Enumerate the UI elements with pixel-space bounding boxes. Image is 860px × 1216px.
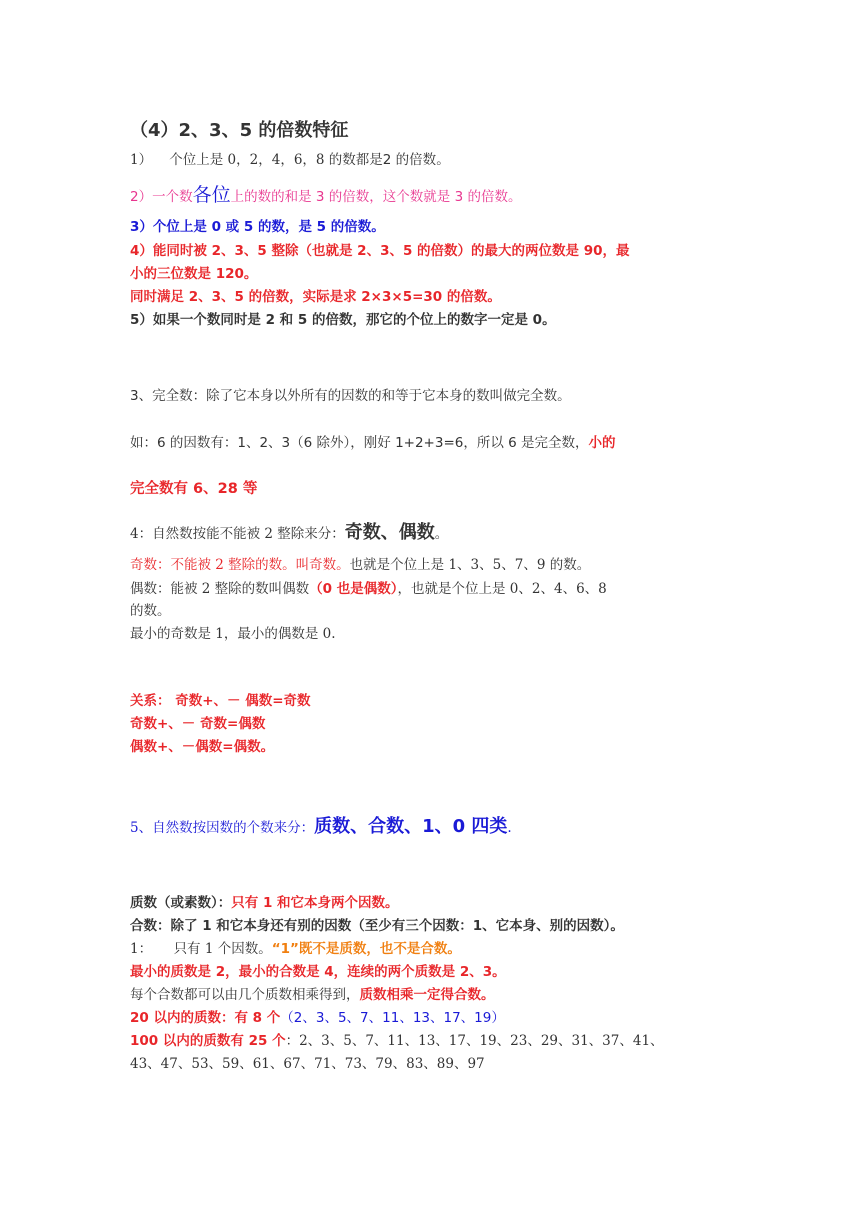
rule-2-start: 2）一个数 — [130, 189, 193, 205]
one-text: 只有 1 个因数。 — [173, 941, 272, 957]
prime-definition-label: 质数（或素数）： — [130, 895, 232, 911]
odd-definition-red: 奇数：不能被 2 整除的数。叫奇数。 — [130, 557, 350, 573]
even-definition — [130, 579, 607, 599]
perfect-number-example-text: 如：6 的因数有：1、2、3（6 除外），刚好 1+2+3=6，所以 6 是完全数， — [130, 435, 589, 451]
one-label: 1： — [130, 941, 153, 957]
rule-1-highlight: 2 的倍数 — [382, 152, 437, 168]
rule-4-line-1: 4）能同时被 2、3、5 整除（也就是 2、3、5 的倍数）的最大的两位数是 90，最 — [130, 243, 630, 259]
relation-3: 偶数+、－偶数=偶数。 — [130, 739, 275, 755]
odd-definition — [130, 555, 590, 575]
relation-1: 关系： 奇数+、－ 偶数=奇数 — [130, 693, 311, 709]
perfect-number-example-red: 小的 — [588, 435, 616, 451]
rule-2 — [130, 182, 521, 210]
odd-even-heading-big: 奇数、偶数 — [344, 522, 435, 543]
rule-1-end: 。 — [436, 152, 450, 168]
primes-under-20-list: （2、3、5、7、11、13、17、19） — [280, 1010, 505, 1026]
factor-classification-big: 质数、合数、1、0 四类 — [314, 816, 508, 837]
rule-1-number: 1） — [130, 152, 153, 168]
perfect-number-list: 完全数有 6、28 等 — [130, 481, 258, 497]
primes-under-100-cont: 43、47、53、59、61、67、71、73、79、83、89、97 — [130, 1056, 485, 1072]
composite-product-red: 质数相乘一定得合数。 — [359, 987, 495, 1003]
composite-product — [130, 985, 495, 1005]
perfect-number-def: ：除了它本身以外所有的因数的和等于它本身的数叫做 — [192, 388, 517, 404]
section-title: （4）2、3、5 的倍数特征 — [130, 120, 349, 141]
rule-1 — [130, 150, 450, 170]
rule-2-big-word: 各位 — [192, 184, 231, 206]
odd-even-heading-end: 。 — [434, 526, 449, 542]
perfect-number-heading: 3、完全数 — [130, 388, 193, 404]
primes-under-100-list: ：2、3、5、7、11、13、17、19、23、29、31、37、41、 — [285, 1033, 664, 1049]
rule-4-line-2: 小的三位数是 120。 — [130, 266, 258, 282]
rule-2-rest: 上的数的和是 3 的倍数，这个数就是 3 的倍数。 — [230, 189, 522, 205]
perfect-number-example — [130, 433, 616, 453]
min-prime-composite: 最小的质数是 2，最小的合数是 4，连续的两个质数是 2、3。 — [130, 964, 506, 980]
primes-under-100 — [130, 1031, 664, 1051]
odd-even-heading — [130, 520, 448, 547]
even-definition-cont: 的数。 — [130, 603, 171, 619]
factor-classification-heading — [130, 814, 512, 841]
one-note: “1”既不是质数，也不是合数。 — [271, 941, 461, 957]
perfect-number-term: 完全数 — [516, 388, 558, 404]
primes-under-20 — [130, 1008, 505, 1028]
one-definition — [130, 939, 461, 959]
primes-under-20-label: 20 以内的质数：有 8 个 — [130, 1010, 281, 1026]
composite-definition: 合数：除了 1 和它本身还有别的因数（至少有三个因数：1、它本身、别的因数）。 — [130, 918, 624, 934]
rule-4-note: 同时满足 2、3、5 的倍数，实际是求 2×3×5=30 的倍数。 — [130, 289, 501, 305]
factor-classification-text: 5、自然数按因数的个数来分： — [130, 820, 315, 836]
rule-3: 3）个位上是 0 或 5 的数，是 5 的倍数。 — [130, 219, 385, 235]
primes-under-100-label: 100 以内的质数有 25 个 — [130, 1033, 286, 1049]
rule-1-text: 个位上是 0，2，4，6，8 的数都是 — [169, 152, 383, 168]
perfect-number-end: 。 — [557, 388, 571, 404]
prime-definition — [130, 893, 399, 913]
odd-definition-rest: 也就是个位上是 1、3、5、7、9 的数。 — [349, 557, 591, 573]
odd-even-heading-text: 4：自然数按能不能被 2 整除来分： — [130, 526, 345, 542]
min-odd-even: 最小的奇数是 1，最小的偶数是 0. — [130, 626, 336, 642]
even-definition-text: 偶数：能被 2 整除的数叫偶数 — [130, 581, 310, 597]
prime-definition-red: 只有 1 和它本身两个因数。 — [231, 895, 399, 911]
perfect-number-definition — [130, 386, 571, 406]
rule-5: 5）如果一个数同时是 2 和 5 的倍数，那它的个位上的数字一定是 0。 — [130, 312, 556, 328]
even-definition-rest: ，也就是个位上是 0、2、4、6、8 — [397, 581, 607, 597]
composite-product-text: 每个合数都可以由几个质数相乘得到， — [130, 987, 360, 1003]
relation-2: 奇数+、－ 奇数=偶数 — [130, 716, 266, 732]
even-definition-red: （0 也是偶数） — [309, 581, 398, 597]
factor-classification-end: . — [507, 820, 512, 836]
